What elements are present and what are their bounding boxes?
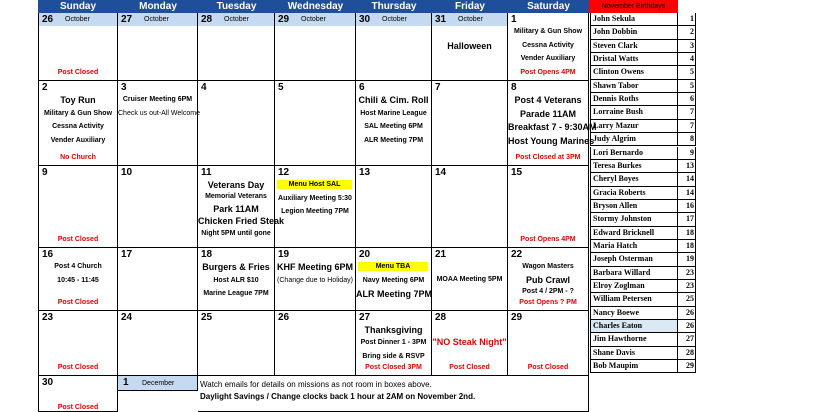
calendar-event: Memorial Veterans xyxy=(205,193,267,201)
day-cell xyxy=(198,248,275,311)
list-item xyxy=(589,160,696,173)
birthday-name: Dennis Roths xyxy=(590,93,678,106)
calendar-event: Post Closed xyxy=(57,299,99,306)
list-item xyxy=(589,280,696,293)
calendar-grid xyxy=(38,0,597,411)
day-number: 27 xyxy=(121,14,133,25)
birthday-day: 4 xyxy=(678,53,696,66)
calendar-event: Wagon Masters xyxy=(522,263,574,270)
day-cell xyxy=(508,166,589,248)
birthday-day: 28 xyxy=(678,347,696,360)
day-cell xyxy=(38,311,118,376)
calendar-event: ALR Meeting 7PM xyxy=(363,136,424,144)
day-number: 18 xyxy=(201,249,213,260)
day-number: 4 xyxy=(201,82,207,93)
weekday-header: Saturday xyxy=(508,0,589,13)
list-item xyxy=(589,347,696,360)
birthday-name: Clinton Owens xyxy=(590,66,678,79)
birthday-name: Cheryl Boyes xyxy=(590,173,678,186)
list-item xyxy=(589,93,696,106)
day-number: 14 xyxy=(435,167,447,178)
day-number: 1 xyxy=(511,14,517,25)
day-cell xyxy=(38,166,118,248)
list-item xyxy=(589,360,696,373)
calendar-event: Parade 11AM xyxy=(519,108,577,119)
day-cell xyxy=(118,81,198,166)
day-cell xyxy=(356,311,432,376)
day-number: 10 xyxy=(121,167,133,178)
calendar-event: Post Opens ? PM xyxy=(519,299,577,306)
day-cell xyxy=(432,248,508,311)
notes-line: Daylight Savings / Change clocks back 1 hour at 2AM on November 2nd. xyxy=(200,392,476,401)
calendar-event: (Change due to Holiday) xyxy=(277,276,353,284)
day-number: 15 xyxy=(511,167,523,178)
list-item xyxy=(589,13,696,26)
list-item xyxy=(589,320,696,333)
calendar-event: Post 4 Veterans xyxy=(514,95,582,105)
calendar-event: Check us out-All Welcome xyxy=(118,109,200,117)
month-label: October xyxy=(65,16,90,23)
calendar-event: ALR Meeting 7PM xyxy=(356,289,433,299)
calendar-event: Auxiliary Meeting 5:30 xyxy=(278,194,352,202)
day-number: 7 xyxy=(435,82,441,93)
birthday-list-title: November Birthdays xyxy=(589,0,678,13)
list-item xyxy=(589,106,696,119)
birthday-day: 8 xyxy=(678,133,696,146)
calendar-event: Vender Auxiliary xyxy=(520,55,576,62)
calendar-event: Halloween xyxy=(447,41,492,52)
calendar-event: SAL Meeting 6PM xyxy=(364,123,423,130)
birthday-day: 19 xyxy=(678,253,696,266)
birthday-day: 27 xyxy=(678,333,696,346)
list-item xyxy=(589,267,696,280)
birthday-day: 25 xyxy=(678,293,696,306)
list-item xyxy=(589,147,696,160)
birthday-day: 23 xyxy=(678,267,696,280)
calendar-event: Menu TBA xyxy=(358,262,428,271)
month-label: October xyxy=(144,16,169,23)
birthday-day: 7 xyxy=(678,120,696,133)
calendar-event: No Church xyxy=(60,154,96,161)
birthday-day: 26 xyxy=(678,307,696,320)
list-item xyxy=(589,200,696,213)
day-number: 31 xyxy=(435,14,447,25)
day-number: 29 xyxy=(511,312,523,323)
day-cell xyxy=(508,81,597,166)
day-cell xyxy=(38,81,118,166)
day-cell xyxy=(432,166,508,248)
list-item xyxy=(589,333,696,346)
calendar-event: Post Closed 3PM xyxy=(365,364,422,371)
birthday-day: 13 xyxy=(678,160,696,173)
day-number: 26 xyxy=(278,312,290,323)
calendar-event: Park 11AM xyxy=(213,204,259,215)
day-number: 8 xyxy=(511,82,517,93)
calendar-event: Toy Run xyxy=(60,95,96,105)
day-cell xyxy=(118,166,198,248)
calendar-event: Host Marine League xyxy=(360,109,427,117)
calendar-event: Navy Meeting 6PM xyxy=(362,276,425,284)
calendar-event: Breakfast 7 - 9:30AM xyxy=(508,122,597,132)
birthday-name: Teresa Burkes xyxy=(590,160,678,173)
day-number: 21 xyxy=(435,249,447,260)
calendar-event: "NO Steak Night" xyxy=(432,337,507,347)
day-cell xyxy=(508,13,589,81)
birthday-name: Gracia Roberts xyxy=(590,187,678,200)
weekday-header: Tuesday xyxy=(198,0,275,13)
calendar-event: Cruiser Meeting 6PM xyxy=(122,96,193,103)
day-number: 25 xyxy=(201,312,213,323)
list-item xyxy=(589,120,696,133)
calendar-event: Pub Crawl xyxy=(525,274,570,285)
day-number: 28 xyxy=(435,312,447,323)
birthday-name: Judy Algrim xyxy=(590,133,678,146)
calendar-event: Post Closed xyxy=(57,404,99,411)
calendar-event: Chicken Fried Steak xyxy=(198,216,285,227)
day-cell xyxy=(508,248,589,311)
list-item xyxy=(589,307,696,320)
list-item xyxy=(589,253,696,266)
day-cell xyxy=(198,311,275,376)
birthday-day: 2 xyxy=(678,26,696,39)
birthday-day: 6 xyxy=(678,93,696,106)
calendar-event: Host ALR $10 xyxy=(213,276,259,284)
month-label: October xyxy=(301,16,326,23)
month-label: October xyxy=(382,16,407,23)
calendar-event: Post Opens 4PM xyxy=(520,69,576,76)
day-cell xyxy=(38,13,118,81)
list-item xyxy=(589,80,696,93)
birthday-day: 16 xyxy=(678,200,696,213)
day-number: 6 xyxy=(359,82,365,93)
birthday-day: 18 xyxy=(678,240,696,253)
calendar-event: MOAA Meeting 5PM xyxy=(436,275,503,283)
birthday-name: Maria Hatch xyxy=(590,240,678,253)
day-number: 5 xyxy=(278,82,284,93)
birthday-day: 14 xyxy=(678,187,696,200)
calendar-event: Post Closed at 3PM xyxy=(515,154,581,161)
day-cell xyxy=(275,81,356,166)
calendar-event: Post 4 / 2PM - ? xyxy=(522,288,574,296)
day-cell xyxy=(508,311,589,376)
birthday-name: Nancy Boewe xyxy=(590,307,678,320)
list-item xyxy=(589,133,696,146)
day-cell xyxy=(118,248,198,311)
day-cell xyxy=(432,81,508,166)
day-cell xyxy=(198,81,275,166)
day-number: 24 xyxy=(121,312,133,323)
day-number: 22 xyxy=(511,249,523,260)
day-cell xyxy=(432,13,508,81)
day-cell xyxy=(432,311,508,376)
birthday-day: 3 xyxy=(678,40,696,53)
calendar-event: Post Closed xyxy=(57,69,99,76)
day-number: 26 xyxy=(42,14,54,25)
day-cell xyxy=(275,166,356,248)
day-number: 19 xyxy=(278,249,290,260)
birthday-name: William Petersen xyxy=(590,293,678,306)
birthday-day: 7 xyxy=(678,106,696,119)
birthday-name: Shawn Tabor xyxy=(590,80,678,93)
month-label: October xyxy=(224,16,249,23)
list-item xyxy=(589,240,696,253)
day-cell xyxy=(275,311,356,376)
list-item xyxy=(589,40,696,53)
day-number: 1 xyxy=(123,377,129,388)
birthday-day: 1 xyxy=(678,13,696,26)
weekday-header: Friday xyxy=(432,0,508,13)
birthday-name: Dristal Watts xyxy=(590,53,678,66)
birthday-day: 5 xyxy=(678,80,696,93)
birthday-day: 17 xyxy=(678,213,696,226)
calendar-event: Post Dinner 1 - 3PM xyxy=(360,339,427,347)
calendar-event: Military & Gun Show xyxy=(43,109,113,117)
calendar-event: Chili & Cim. Roll xyxy=(358,95,429,105)
day-cell xyxy=(275,13,356,81)
birthday-name: Elroy Zoglman xyxy=(590,280,678,293)
birthday-name: Charles Eaton xyxy=(590,320,678,333)
month-label: December xyxy=(142,380,175,387)
month-label: October xyxy=(458,16,483,23)
birthday-day: 14 xyxy=(678,173,696,186)
day-cell xyxy=(118,376,198,391)
calendar-event: Veterans Day xyxy=(207,180,265,190)
calendar-event: Menu Host SAL xyxy=(277,180,352,189)
weekday-header: Thursday xyxy=(356,0,432,13)
list-item xyxy=(589,26,696,39)
day-cell xyxy=(38,376,118,412)
birthday-name: Shane Davis xyxy=(590,347,678,360)
day-number: 20 xyxy=(359,249,371,260)
birthday-name: Lorraine Bush xyxy=(590,106,678,119)
day-number: 2 xyxy=(42,82,48,93)
calendar-event: Post 4 Church xyxy=(54,263,102,270)
birthday-name: John Sekula xyxy=(590,13,678,26)
day-number: 17 xyxy=(121,249,133,260)
day-number: 30 xyxy=(359,14,371,25)
list-item xyxy=(589,227,696,240)
birthday-name: Bob Maupim xyxy=(590,360,678,373)
birthday-name: Lori Bernardo xyxy=(590,147,678,160)
calendar-event: Post Closed xyxy=(57,364,99,371)
calendar-event: Burgers & Fries xyxy=(202,262,270,272)
calendar-event: Post Closed xyxy=(449,364,490,371)
day-number: 3 xyxy=(121,82,127,93)
day-number: 16 xyxy=(42,249,54,260)
day-cell xyxy=(356,81,432,166)
calendar-event: Marine League 7PM xyxy=(203,290,269,297)
day-cell xyxy=(356,166,432,248)
calendar-event: Military & Gun Show xyxy=(513,28,583,35)
calendar-event: Bring side & RSVP xyxy=(362,352,425,360)
calendar-event: Cessna Activity xyxy=(522,41,574,49)
birthday-name: Edward Bricknell xyxy=(590,227,678,240)
day-number: 9 xyxy=(42,167,48,178)
birthday-day: 26 xyxy=(678,320,696,333)
notes-box xyxy=(198,376,589,412)
notes-line: Watch emails for details on missions as not room in boxes above. xyxy=(200,380,432,389)
birthday-name: Stormy Johnston xyxy=(590,213,678,226)
day-cell xyxy=(198,13,275,81)
list-item xyxy=(589,293,696,306)
calendar-event: Vender Auxiliary xyxy=(50,136,106,144)
list-item xyxy=(589,66,696,79)
birthday-name: Jim Hawthorne xyxy=(590,333,678,346)
birthday-name: Bryson Allen xyxy=(590,200,678,213)
day-number: 11 xyxy=(201,167,212,178)
birthday-name: Larry Mazur xyxy=(590,120,678,133)
day-number: 28 xyxy=(201,14,213,25)
day-number: 27 xyxy=(359,312,371,323)
birthday-name: Barbara Willard xyxy=(590,267,678,280)
weekday-header: Monday xyxy=(118,0,198,13)
day-cell xyxy=(118,311,198,376)
calendar-event: Post Closed xyxy=(527,364,569,371)
calendar-event: KHF Meeting 6PM xyxy=(276,262,353,272)
birthday-name: John Dobbin xyxy=(590,26,678,39)
day-number: 12 xyxy=(278,167,290,178)
list-item xyxy=(589,53,696,66)
calendar-event: Night 5PM until gone xyxy=(201,229,271,237)
birthday-day: 23 xyxy=(678,280,696,293)
birthday-day: 5 xyxy=(678,66,696,79)
day-number: 29 xyxy=(278,14,290,25)
calendar-event: Post Closed xyxy=(57,236,99,243)
list-item xyxy=(589,173,696,186)
calendar-event: Thanksgiving xyxy=(364,325,423,335)
day-cell xyxy=(118,13,198,81)
weekday-header: Wednesday xyxy=(275,0,356,13)
calendar-event: Legion Meeting 7PM xyxy=(281,208,349,215)
day-cell xyxy=(356,248,432,311)
birthday-day: 18 xyxy=(678,227,696,240)
weekday-header: Sunday xyxy=(38,0,118,13)
list-item xyxy=(589,187,696,200)
day-cell xyxy=(38,248,118,311)
list-item xyxy=(589,213,696,226)
calendar-event: Cessna Activity xyxy=(52,123,104,130)
birthday-name: Steven Clark xyxy=(590,40,678,53)
day-number: 13 xyxy=(359,167,371,178)
birthday-name: Joseph Osterman xyxy=(590,253,678,266)
calendar-event: Post Opens 4PM xyxy=(520,236,576,243)
birthday-day: 9 xyxy=(678,147,696,160)
calendar-event: Host Young Marines xyxy=(508,135,595,146)
calendar-event: 10:45 - 11:45 xyxy=(57,276,99,284)
day-cell xyxy=(275,248,356,311)
day-cell xyxy=(356,13,432,81)
day-number: 30 xyxy=(42,377,54,388)
birthday-day: 29 xyxy=(678,360,696,373)
day-number: 23 xyxy=(42,312,54,323)
